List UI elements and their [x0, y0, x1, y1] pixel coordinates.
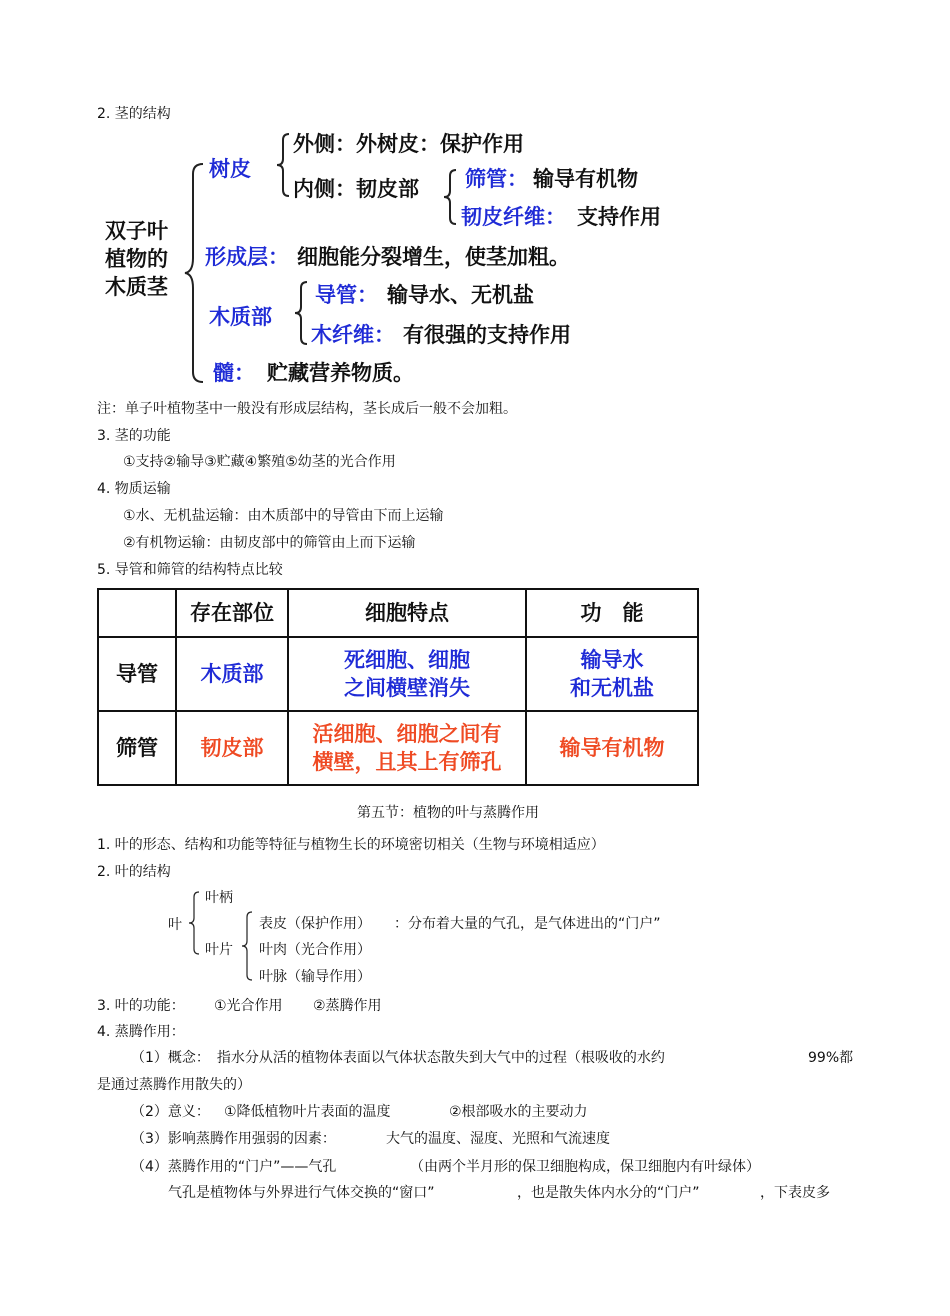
root-label-1: 双子叶 — [105, 219, 168, 243]
row-function — [526, 637, 698, 711]
row-location: 木质部 — [176, 637, 288, 711]
stoma-line-a: 气孔是植物体与外界进行气体交换的“窗口” — [168, 1185, 435, 1201]
row-name: 筛管 — [98, 711, 176, 785]
table-header-function: 功 能 — [526, 589, 698, 637]
stoma-line-c: ，下表皮多 — [760, 1185, 830, 1201]
table-header-row — [98, 589, 698, 637]
func-line-2: 和无机盐 — [570, 676, 654, 700]
leaf-petiole: 叶柄 — [205, 890, 233, 906]
heading-stem-function: 3. 茎的功能 — [97, 428, 171, 444]
leaf-epidermis-note: ：分布着大量的气孔，是气体进出的“门户” — [394, 916, 661, 932]
leaf-mesophyll: 叶肉（光合作用） — [259, 942, 371, 958]
row-cell-features — [288, 637, 526, 711]
leaf-item-4: 4. 蒸腾作用： — [97, 1024, 185, 1040]
row-function: 输导有机物 — [526, 711, 698, 785]
vessel-label: 导管： — [315, 283, 378, 307]
func-line-1: 输导水 — [580, 648, 644, 672]
row-name: 导管 — [98, 637, 176, 711]
leaf-function-transpiration: ②蒸腾作用 — [313, 998, 382, 1014]
sieve-tube-label: 筛管： — [465, 167, 528, 191]
heading-compare: 5. 导管和筛管的结构特点比较 — [97, 562, 283, 578]
bark-brace-icon — [275, 132, 291, 198]
leaf-item-2: 2. 叶的结构 — [97, 864, 171, 880]
table-header-cell: 细胞特点 — [288, 589, 526, 637]
sieve-tube-text: 输导有机物 — [533, 167, 638, 191]
factors-text: 大气的温度、湿度、光照和气流速度 — [386, 1131, 610, 1147]
pith-label: 髓： — [213, 361, 255, 385]
leaf-blade: 叶片 — [205, 942, 233, 958]
phloem-brace-icon — [442, 168, 458, 226]
section-title: 第五节：植物的叶与蒸腾作用 — [357, 805, 539, 821]
cambium-label: 形成层： — [205, 245, 289, 269]
xylem-label: 木质部 — [209, 305, 272, 329]
leaf-item-3-label: 3. 叶的功能： — [97, 998, 185, 1014]
pith-text: 贮藏营养物质。 — [267, 361, 414, 385]
concept-percent: 99%都 — [808, 1050, 854, 1066]
bark-label: 树皮 — [209, 157, 251, 181]
cell-line-2: 之间横壁消失 — [344, 676, 470, 700]
stem-structure-figure — [97, 128, 691, 390]
row-location: 韧皮部 — [176, 711, 288, 785]
transport-item-2: ②有机物运输：由韧皮部中的筛管由上而下运输 — [123, 535, 416, 551]
leaf-item-1: 1. 叶的形态、结构和功能等特征与植物生长的环境密切相关（生物与环境相适应） — [97, 837, 605, 853]
heading-transport: 4. 物质运输 — [97, 481, 171, 497]
xylem-brace-icon — [293, 280, 309, 346]
leaf-root: 叶 — [168, 917, 182, 933]
leaf-brace-icon — [187, 890, 201, 956]
stem-function-items: ①支持②输导③贮藏④繁殖⑤幼茎的光合作用 — [123, 454, 396, 470]
phloem-fiber-text: 支持作用 — [577, 205, 661, 229]
table-header-location: 存在部位 — [176, 589, 288, 637]
stoma-door-note: （由两个半月形的保卫细胞构成，保卫细胞内有叶绿体） — [410, 1159, 760, 1175]
cell-line-2: 横壁，且其上有筛孔 — [312, 750, 502, 774]
phloem-fiber-label: 韧皮纤维： — [461, 205, 566, 229]
cambium-text: 细胞能分裂增生，使茎加粗。 — [297, 245, 570, 269]
wood-fiber-text: 有很强的支持作用 — [403, 323, 571, 347]
concept-line-2: 是通过蒸腾作用散失的） — [97, 1077, 251, 1093]
root-label-2: 植物的 — [105, 247, 168, 271]
table-header-empty — [98, 589, 176, 637]
main-brace-icon — [183, 162, 205, 384]
leaf-vein: 叶脉（输导作用） — [259, 969, 371, 985]
row-cell-features — [288, 711, 526, 785]
leaf-function-photosynthesis: ①光合作用 — [214, 998, 283, 1014]
meaning-label: （2）意义： — [131, 1104, 210, 1120]
leaf-epidermis: 表皮（保护作用） — [259, 916, 371, 932]
bark-outer: 外侧：外树皮：保护作用 — [293, 132, 524, 156]
cell-line-1: 活细胞、细胞之间有 — [312, 722, 502, 746]
blade-brace-icon — [240, 910, 254, 982]
bark-inner: 内侧：韧皮部 — [293, 177, 419, 201]
transport-item-1: ①水、无机盐运输：由木质部中的导管由下而上运输 — [123, 508, 444, 524]
wood-fiber-label: 木纤维： — [311, 323, 395, 347]
stoma-door-label: （4）蒸腾作用的“门户”——气孔 — [131, 1159, 337, 1175]
table-row — [98, 637, 698, 711]
root-label-3: 木质茎 — [105, 275, 168, 299]
concept-line-1: （1）概念： 指水分从活的植物体表面以气体状态散失到大气中的过程（根吸收的水约 — [131, 1050, 665, 1066]
heading-stem-structure: 2. 茎的结构 — [97, 106, 171, 122]
cell-line-1: 死细胞、细胞 — [344, 648, 470, 672]
stoma-line-b: ，也是散失体内水分的“门户” — [517, 1185, 700, 1201]
vessel-text: 输导水、无机盐 — [387, 283, 534, 307]
table-row — [98, 711, 698, 785]
factors-label: （3）影响蒸腾作用强弱的因素： — [131, 1131, 336, 1147]
meaning-item-a: ①降低植物叶片表面的温度 — [224, 1104, 391, 1120]
vessel-sieve-comparison-table — [97, 588, 699, 786]
stem-note: 注：单子叶植物茎中一般没有形成层结构，茎长成后一般不会加粗。 — [97, 401, 517, 417]
meaning-item-b: ②根部吸水的主要动力 — [449, 1104, 588, 1120]
